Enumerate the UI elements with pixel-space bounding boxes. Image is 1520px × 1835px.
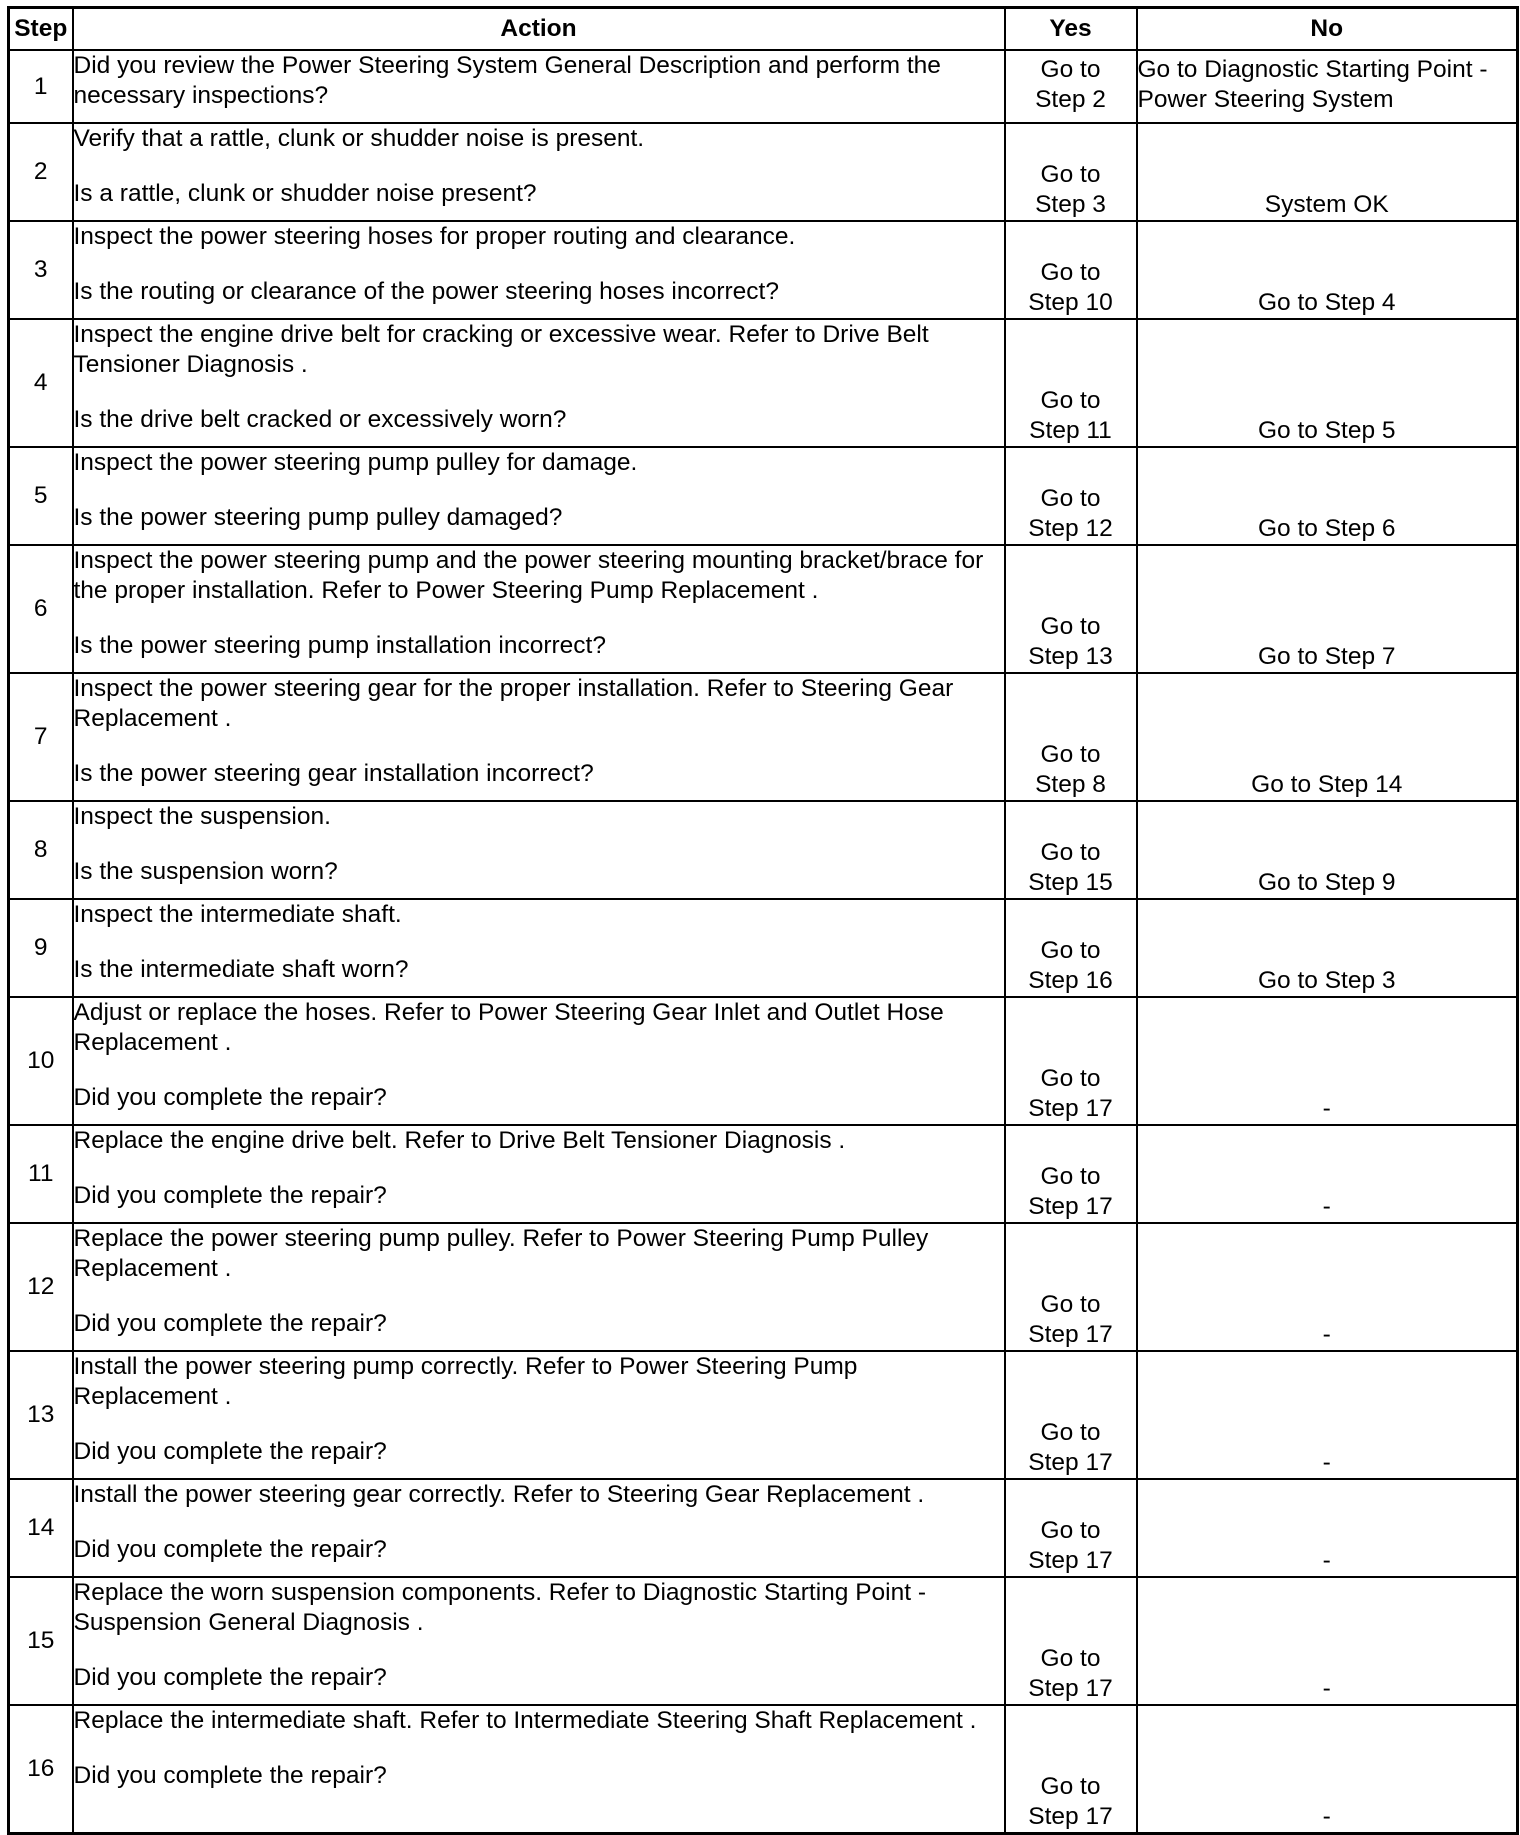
no-cell bbox=[1137, 1125, 1518, 1223]
no-action: Go to Diagnostic Starting Point - Power Steering System bbox=[1137, 56, 1488, 113]
action-text: Inspect the power steering pump and the power steering mounting bracket/brace for the proper installation. Refer to Power Steering Pump Replacement . bbox=[73, 547, 991, 604]
no-action: - bbox=[1322, 1193, 1331, 1220]
yes-cell bbox=[1005, 899, 1137, 997]
header-yes: Yes bbox=[1005, 8, 1137, 51]
yes-cell bbox=[1005, 997, 1137, 1125]
action-cell bbox=[73, 447, 1005, 545]
question-text: Is the suspension worn? bbox=[73, 858, 338, 885]
step-number: 4 bbox=[9, 319, 73, 447]
yes-action: Go to Step 17 bbox=[1028, 1645, 1113, 1702]
no-action: - bbox=[1322, 1802, 1331, 1830]
step-number: 7 bbox=[9, 673, 73, 801]
table-row bbox=[9, 123, 1518, 221]
action-cell bbox=[73, 1577, 1005, 1705]
table-row bbox=[9, 1351, 1518, 1479]
yes-cell bbox=[1005, 319, 1137, 447]
no-action: - bbox=[1322, 1547, 1331, 1574]
yes-action: Go to Step 16 bbox=[1028, 937, 1113, 994]
no-cell bbox=[1137, 1705, 1518, 1833]
no-cell bbox=[1137, 997, 1518, 1125]
no-cell bbox=[1137, 545, 1518, 673]
step-number: 8 bbox=[9, 801, 73, 899]
action-cell bbox=[73, 123, 1005, 221]
yes-action: Go to Step 3 bbox=[1035, 161, 1106, 218]
action-cell bbox=[73, 545, 1005, 673]
action-text: Install the power steering gear correctly. Refer to Steering Gear Replacement . bbox=[73, 1481, 925, 1508]
question-text: Did you complete the repair? bbox=[73, 1762, 387, 1789]
no-cell bbox=[1137, 1479, 1518, 1577]
action-cell bbox=[73, 319, 1005, 447]
action-cell bbox=[73, 50, 1005, 123]
yes-cell bbox=[1005, 50, 1137, 123]
yes-action: Go to Step 10 bbox=[1028, 259, 1113, 316]
action-cell bbox=[73, 1351, 1005, 1479]
table-row bbox=[9, 1223, 1518, 1351]
table-row bbox=[9, 50, 1518, 123]
header-no: No bbox=[1137, 8, 1518, 51]
question-text: Did you complete the repair? bbox=[73, 1310, 387, 1337]
yes-action: Go to Step 11 bbox=[1029, 387, 1112, 444]
action-text: Inspect the suspension. bbox=[73, 803, 331, 830]
step-number: 1 bbox=[9, 50, 73, 123]
question-text: Did you complete the repair? bbox=[73, 1536, 387, 1563]
yes-cell bbox=[1005, 1479, 1137, 1577]
action-text: Install the power steering pump correctly. Refer to Power Steering Pump Replacement . bbox=[73, 1353, 865, 1410]
step-number: 13 bbox=[9, 1351, 73, 1479]
no-cell bbox=[1137, 123, 1518, 221]
no-cell bbox=[1137, 673, 1518, 801]
action-text: Inspect the engine drive belt for cracking or excessive wear. Refer to Drive Belt Tensioner Diagnosis . bbox=[73, 321, 936, 378]
action-text: Inspect the power steering gear for the proper installation. Refer to Steering Gear Replacement . bbox=[73, 675, 961, 732]
question-text: Did you complete the repair? bbox=[73, 1438, 387, 1465]
action-cell bbox=[73, 1479, 1005, 1577]
no-cell bbox=[1137, 801, 1518, 899]
question-text: Is the power steering gear installation incorrect? bbox=[73, 760, 594, 787]
table-row bbox=[9, 673, 1518, 801]
no-cell bbox=[1137, 1223, 1518, 1351]
no-action: - bbox=[1322, 1321, 1331, 1348]
no-action: Go to Step 5 bbox=[1257, 417, 1396, 444]
step-number: 9 bbox=[9, 899, 73, 997]
step-number: 12 bbox=[9, 1223, 73, 1351]
no-action: Go to Step 6 bbox=[1257, 515, 1396, 542]
step-number: 2 bbox=[9, 123, 73, 221]
no-action: Go to Step 14 bbox=[1251, 771, 1403, 798]
step-number: 16 bbox=[9, 1705, 73, 1833]
yes-action: Go to Step 17 bbox=[1028, 1291, 1113, 1348]
yes-action: Go to Step 17 bbox=[1028, 1163, 1113, 1220]
action-text: Replace the engine drive belt. Refer to Drive Belt Tensioner Diagnosis . bbox=[73, 1127, 846, 1154]
action-cell bbox=[73, 801, 1005, 899]
action-cell bbox=[73, 997, 1005, 1125]
yes-action: Go to Step 17 bbox=[1028, 1419, 1113, 1476]
no-cell bbox=[1137, 1351, 1518, 1479]
action-text: Inspect the power steering pump pulley for damage. bbox=[73, 449, 638, 476]
yes-action: Go to Step 15 bbox=[1028, 839, 1113, 896]
no-action: - bbox=[1322, 1449, 1331, 1476]
diagnostic-table bbox=[7, 6, 1519, 1835]
table-row bbox=[9, 997, 1518, 1125]
question-text: Did you complete the repair? bbox=[73, 1084, 387, 1111]
action-text: Replace the power steering pump pulley. Refer to Power Steering Pump Pulley Replacement . bbox=[73, 1225, 936, 1282]
yes-cell bbox=[1005, 1223, 1137, 1351]
question-text: Is the routing or clearance of the power steering hoses incorrect? bbox=[73, 278, 779, 305]
yes-cell bbox=[1005, 673, 1137, 801]
yes-cell bbox=[1005, 801, 1137, 899]
action-cell bbox=[73, 221, 1005, 319]
yes-cell bbox=[1005, 1125, 1137, 1223]
action-cell bbox=[73, 673, 1005, 801]
yes-action: Go to Step 8 bbox=[1035, 741, 1106, 798]
no-action: - bbox=[1322, 1095, 1331, 1122]
table-row bbox=[9, 1125, 1518, 1223]
yes-cell bbox=[1005, 1705, 1137, 1833]
step-number: 6 bbox=[9, 545, 73, 673]
action-cell bbox=[73, 899, 1005, 997]
no-action: Go to Step 9 bbox=[1257, 869, 1396, 896]
yes-action: Go to Step 17 bbox=[1028, 1517, 1113, 1574]
action-text: Did you review the Power Steering System General Description and perform the necessary inspections? bbox=[73, 52, 948, 109]
table-row bbox=[9, 1705, 1518, 1833]
action-text: Replace the intermediate shaft. Refer to Intermediate Steering Shaft Replacement . bbox=[73, 1707, 977, 1734]
step-number: 10 bbox=[9, 997, 73, 1125]
table-row bbox=[9, 801, 1518, 899]
step-number: 14 bbox=[9, 1479, 73, 1577]
yes-action: Go to Step 12 bbox=[1028, 485, 1113, 542]
table-row bbox=[9, 899, 1518, 997]
table-row bbox=[9, 447, 1518, 545]
yes-cell bbox=[1005, 1351, 1137, 1479]
yes-action: Go to Step 13 bbox=[1028, 613, 1113, 670]
no-action: Go to Step 3 bbox=[1257, 967, 1396, 994]
header-row bbox=[9, 8, 1518, 51]
yes-cell bbox=[1005, 123, 1137, 221]
no-cell bbox=[1137, 50, 1518, 123]
no-action: Go to Step 7 bbox=[1257, 643, 1396, 670]
yes-cell bbox=[1005, 545, 1137, 673]
no-action: System OK bbox=[1264, 191, 1389, 218]
step-number: 3 bbox=[9, 221, 73, 319]
header-action: Action bbox=[73, 8, 1005, 51]
table-row bbox=[9, 545, 1518, 673]
yes-action: Go to Step 17 bbox=[1028, 1065, 1113, 1122]
no-cell bbox=[1137, 221, 1518, 319]
no-action: - bbox=[1322, 1675, 1331, 1702]
table-row bbox=[9, 1479, 1518, 1577]
step-number: 15 bbox=[9, 1577, 73, 1705]
step-number: 11 bbox=[9, 1125, 73, 1223]
action-cell bbox=[73, 1223, 1005, 1351]
question-text: Is the drive belt cracked or excessively worn? bbox=[73, 406, 567, 433]
no-cell bbox=[1137, 899, 1518, 997]
yes-action: Go to Step 2 bbox=[1035, 56, 1106, 113]
no-cell bbox=[1137, 319, 1518, 447]
no-cell bbox=[1137, 1577, 1518, 1705]
question-text: Is a rattle, clunk or shudder noise present? bbox=[73, 180, 537, 207]
yes-cell bbox=[1005, 1577, 1137, 1705]
no-action: Go to Step 4 bbox=[1257, 289, 1396, 316]
action-text: Inspect the intermediate shaft. bbox=[73, 901, 402, 928]
no-cell bbox=[1137, 447, 1518, 545]
yes-cell bbox=[1005, 447, 1137, 545]
action-text: Adjust or replace the hoses. Refer to Power Steering Gear Inlet and Outlet Hose Replacement . bbox=[73, 999, 951, 1056]
action-text: Verify that a rattle, clunk or shudder noise is present. bbox=[73, 125, 645, 152]
question-text: Is the intermediate shaft worn? bbox=[73, 956, 409, 983]
question-text: Did you complete the repair? bbox=[73, 1182, 387, 1209]
header-step: Step bbox=[9, 8, 73, 51]
table-row bbox=[9, 1577, 1518, 1705]
action-cell bbox=[73, 1125, 1005, 1223]
action-text: Replace the worn suspension components. Refer to Diagnostic Starting Point - Suspension General Diagnosis . bbox=[73, 1579, 933, 1636]
action-cell bbox=[73, 1705, 1005, 1833]
yes-cell bbox=[1005, 221, 1137, 319]
question-text: Did you complete the repair? bbox=[73, 1664, 387, 1691]
action-text: Inspect the power steering hoses for proper routing and clearance. bbox=[73, 223, 796, 250]
table-row bbox=[9, 319, 1518, 447]
step-number: 5 bbox=[9, 447, 73, 545]
table-row bbox=[9, 221, 1518, 319]
question-text: Is the power steering pump installation incorrect? bbox=[73, 632, 606, 659]
yes-action: Go to Step 17 bbox=[1028, 1772, 1113, 1830]
question-text: Is the power steering pump pulley damaged? bbox=[73, 504, 563, 531]
